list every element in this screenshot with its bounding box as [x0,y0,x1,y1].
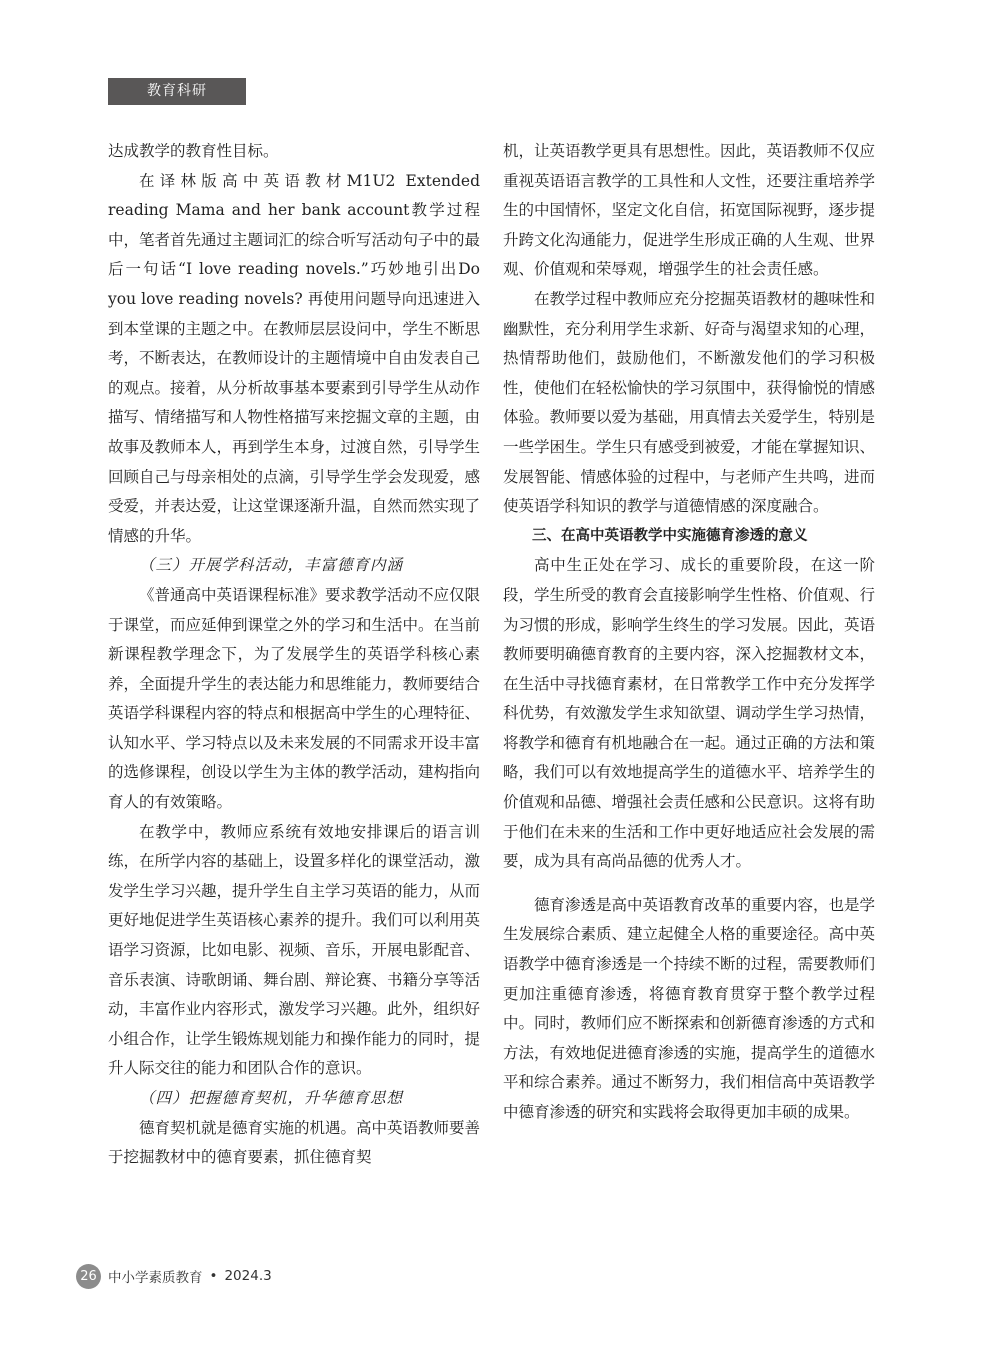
paragraph: 在教学过程中教师应充分挖掘英语教材的趣味性和幽默性，充分利用学生求新、好奇与渴望求知的心理，热情帮助他们，鼓励他们，不断激发他们的学习积极性，使他们在轻松愉快的学习氛围中，获得愉悦的情感体验。教师要以爱为基础，用真情去关爱学生，特别是一些学困生。学生只有感受到被爱，才能在掌握知识、发展智能、情感体验的过程中，与老师产生共鸣，进而使英语学科知识的教学与道德情感的深度融合。 [503,289,876,516]
paragraph: 德育契机就是德育实施的机遇。高中英语教师要善于挖掘教材中的德育要素，抓住德育契 [108,1118,481,1167]
paragraph: 在译林版高中英语教材M1U2 Extended reading Mama and her bank account教学过程中，笔者首先通过主题词汇的综合听写活动句子中的最后一句话“I love reading novels.”巧妙地引出Do you love reading novels? 再使用问题导向迅速进入到本堂课的主题之中。在教师层层设问中，学生不断思考，不断表达，在教师设计的主题情境中自由发表自己的观点。接着，从分析故事基本要素到引导学生从动作描写、情绪描写和人物性格描写来挖掘文章的主题，由故事及教师本人，再到学生本身，过渡自然，引导学生回顾自己与母亲相处的点滴，引导学生学会发现爱，感受爱，并表达爱，让这堂课逐渐升温，自然而然实现了情感的升华。 [108,171,481,545]
separator-dot: • [209,1268,218,1284]
left-column [108,137,480,1173]
subsection-heading: （三）开展学科活动，丰富德育内涵 [139,556,404,575]
paragraph: 《普通高中英语课程标准》要求教学活动不应仅限于课堂，而应延伸到课堂之外的学习和生活中。在当前新课程教学理念下，为了发展学生的英语学科核心素养，全面提升学生的表达能力和思维能力，教师要结合英语学科课程内容的特点和根据高中学生的心理特征、认知水平、学习特点以及未来发展的不同需求开设丰富的选修课程，创设以学生为主体的教学活动，建构指向育人的有效策略。 [108,585,481,812]
right-column [503,137,875,1128]
paragraph-continued: 达成教学的教育性目标。 [108,142,279,160]
issue-number: 2024.3 [224,1268,272,1284]
paragraph: 德育渗透是高中英语教育改革的重要内容，也是学生发展综合素质、建立起健全人格的重要途径。高中英语教学中德育渗透是一个持续不断的过程，需要教师们更加注重德育渗透，将德育教育贯穿于整个教学过程中。同时，教师们应不断探索和创新德育渗透的方式和方法，有效地促进德育渗透的实施，提高学生的道德水平和综合素养。通过不断努力，我们相信高中英语教学中德育渗透的研究和实践将会取得更加丰硕的成果。 [503,895,876,1121]
subsection-heading: （四）把握德育契机，升华德育思想 [139,1089,404,1107]
section-heading: 三、在高中英语教学中实施德育渗透的意义 [532,527,808,544]
paragraph: 高中生正处在学习、成长的重要阶段，在这一阶段，学生所受的教育会直接影响学生性格、价值观、行为习惯的形成，影响学生终生的学习发展。因此，英语教师要明确德育教育的主要内容，深入挖掘教材文本，在生活中寻找德育素材，在日常教学工作中充分发挥学科优势，有效激发学生求知欲望、调动学生学习热情，将教学和德育有机地融合在一起。通过正确的方法和策略，我们可以有效地提高学生的道德水平、培养学生的价值观和品德、增强社会责任感和公民意识。这将有助于他们在未来的生活和工作中更好地适应社会发展的需要，成为具有高尚品德的优秀人才。 [503,556,876,871]
paragraph: 在教学中，教师应系统有效地安排课后的语言训练，在所学内容的基础上，设置多样化的课堂活动，激发学生学习兴趣，提升学生自主学习英语的能力，从而更好地促进学生英语核心素养的提升。我们可以利用英语学习资源，比如电影、视频、音乐，开展电影配音、音乐表演、诗歌朗诵、舞台剧、辩论赛、书籍分享等活动，丰富作业内容形式，激发学习兴趣。此外，组织好小组合作，让学生锻炼规划能力和操作能力的同时，提升人际交往的能力和团队合作的意识。 [108,822,481,1078]
page-number: 26 [76,1264,101,1289]
paragraph-continued: 机，让英语教学更具有思想性。因此，英语教师不仅应重视英语语言教学的工具性和人文性，还要注重培养学生的中国情怀，坚定文化自信，拓宽国际视野，逐步提升跨文化沟通能力，促进学生形成正确的人生观、世界观、价值观和荣辱观，增强学生的社会责任感。 [503,142,876,279]
page-footer [76,1263,272,1289]
section-label: 教育科研 [108,78,246,105]
journal-name: 中小学素质教育 [108,1270,203,1286]
